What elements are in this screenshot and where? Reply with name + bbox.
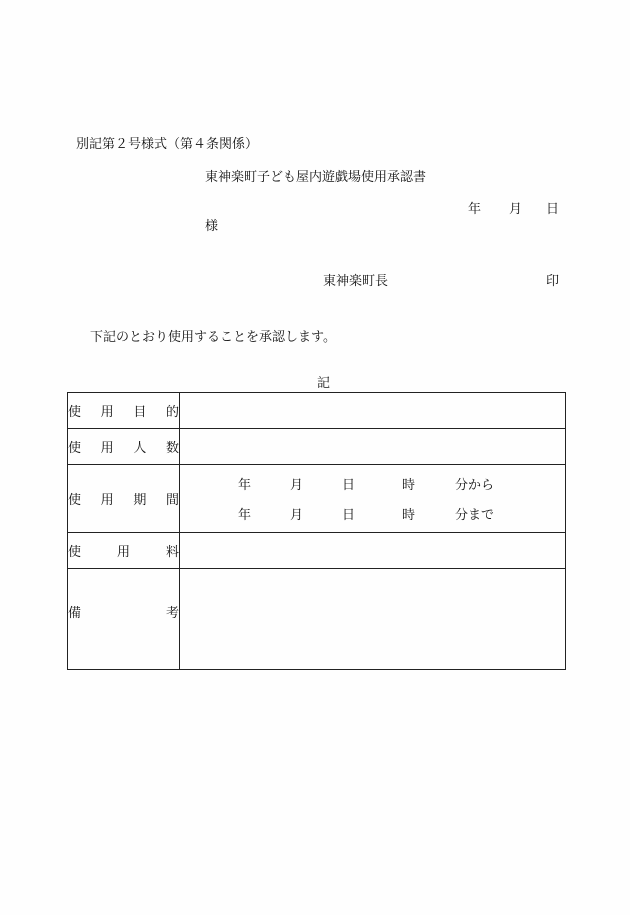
- label-char: 用: [116, 545, 130, 560]
- period-to-minute: 分まで: [455, 508, 495, 523]
- period-to-line: [180, 499, 565, 529]
- value-people: [180, 429, 566, 465]
- label-char: 的: [165, 405, 179, 420]
- table-row-purpose: [68, 393, 566, 429]
- period-to-year: 年: [238, 508, 252, 523]
- table-row-period: [68, 465, 566, 533]
- label-char: 使: [68, 441, 82, 456]
- value-fee: [180, 533, 566, 569]
- label-purpose: [68, 393, 180, 429]
- table-row-remarks: [68, 569, 566, 670]
- date-year-label: 年: [468, 202, 482, 217]
- period-to-day: 日: [342, 508, 356, 523]
- approval-statement: 下記のとおり使用することを承認します。: [90, 330, 336, 345]
- label-char: 備: [68, 605, 82, 621]
- label-char: 間: [165, 493, 179, 508]
- label-char: 料: [165, 545, 179, 560]
- value-remarks: [180, 569, 566, 670]
- value-purpose: [180, 393, 566, 429]
- label-char: 使: [68, 493, 82, 508]
- date-day-label: 日: [546, 202, 560, 217]
- label-char: 使: [68, 545, 82, 560]
- approval-table: [67, 392, 566, 670]
- issuer-name: 東神楽町長: [323, 274, 389, 289]
- label-char: 使: [68, 405, 82, 420]
- label-char: 数: [165, 441, 179, 456]
- seal-mark: 印: [546, 274, 560, 289]
- table-row-fee: [68, 533, 566, 569]
- period-from-day: 日: [342, 478, 356, 493]
- label-fee: [68, 533, 180, 569]
- label-char: 用: [100, 441, 114, 456]
- date-month-label: 月: [509, 202, 523, 217]
- period-from-year: 年: [238, 478, 252, 493]
- ki-heading: 記: [317, 376, 331, 391]
- period-from-month: 月: [290, 478, 304, 493]
- label-char: 用: [100, 405, 114, 420]
- label-remarks: [68, 569, 180, 670]
- addressee-suffix: 様: [205, 219, 219, 234]
- document-title: 東神楽町子ども屋内遊戯場使用承認書: [205, 170, 427, 185]
- label-char: 用: [100, 493, 114, 508]
- form-number: 別記第２号様式（第４条関係）: [76, 137, 259, 152]
- label-char: 考: [165, 605, 179, 621]
- period-from-hour: 時: [402, 478, 416, 493]
- label-char: 目: [133, 405, 147, 420]
- label-char: 期: [133, 493, 147, 508]
- value-period: [180, 465, 566, 533]
- period-from-line: [180, 469, 565, 499]
- label-char: 人: [133, 441, 147, 456]
- label-period: [68, 465, 180, 533]
- label-people: [68, 429, 180, 465]
- period-from-minute: 分から: [455, 478, 495, 493]
- period-to-month: 月: [290, 508, 304, 523]
- table-row-people: [68, 429, 566, 465]
- period-to-hour: 時: [402, 508, 416, 523]
